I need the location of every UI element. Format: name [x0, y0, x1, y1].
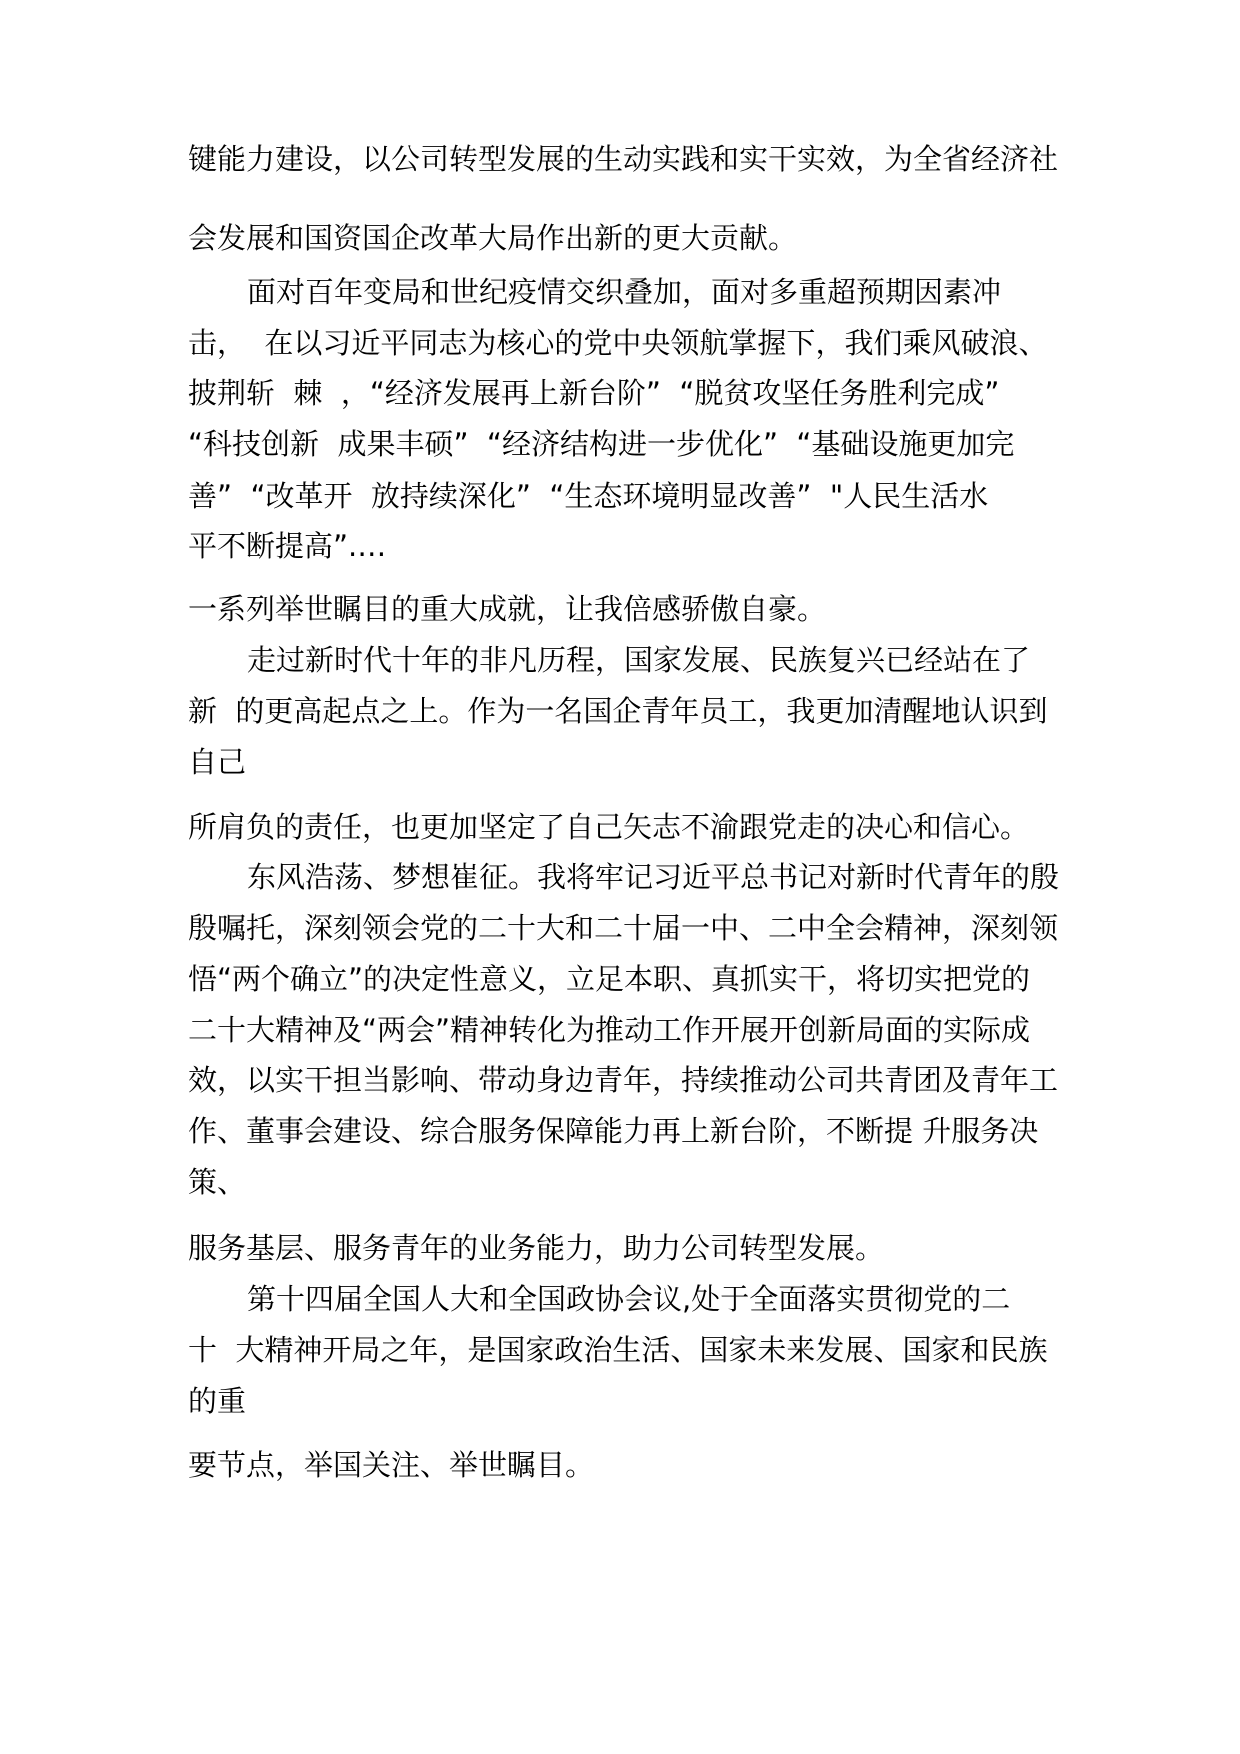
text-line: 二十大精神及“两会”精神转化为推动工作开展开创新局面的实际成 — [188, 1013, 1031, 1047]
text-line: 平不断提高”.… — [188, 529, 387, 563]
text-line: “科技创新 成果丰硕” “经济结构进一步优化” “基础设施更加完 — [188, 427, 1015, 461]
text-line: 悟“两个确立”的决定性意义，立足本职、真抓实干，将切实把党的 — [188, 962, 1031, 996]
text-line: 所肩负的责任，也更加坚定了自己矢志不渝跟党走的决心和信心。 — [188, 810, 1030, 844]
text-line: 一系列举世瞩目的重大成就，让我倍感骄傲自豪。 — [188, 592, 827, 626]
text-line: 策、 — [188, 1165, 247, 1199]
text-line: 键能力建设，以公司转型发展的生动实践和实干实效，为全省经济社 — [188, 142, 1059, 176]
text-line: 击， 在以习近平同志为核心的党中央领航掌握下，我们乘风破浪、 — [188, 326, 1048, 360]
text-line: 披荆斩 棘 ，“经济发展再上新台阶” “脱贫攻坚任务胜利完成” — [188, 376, 1000, 410]
text-line: 效，以实干担当影响、带动身边青年，持续推动公司共青团及青年工 — [188, 1063, 1059, 1097]
text-line: 自己 — [188, 745, 247, 779]
text-line: 服务基层、服务青年的业务能力，助力公司转型发展。 — [188, 1231, 885, 1265]
text-line: 新 的更高起点之上。作为一名国企青年员工，我更加清醒地认识到 — [188, 694, 1048, 728]
paragraph-start-line: 走过新时代十年的非凡历程，国家发展、民族复兴已经站在了 — [247, 643, 1031, 677]
paragraph-start-line: 面对百年变局和世纪疫情交织叠加，面对多重超预期因素冲 — [247, 275, 1002, 309]
text-line: 作、董事会建设、综合服务保障能力再上新台阶，不断提 升服务决 — [188, 1114, 1039, 1148]
text-line: 的重 — [188, 1384, 247, 1418]
text-line: 要节点，举国关注、举世瞩目。 — [188, 1448, 595, 1482]
text-line: 十 大精神开局之年，是国家政治生活、国家未来发展、国家和民族 — [188, 1333, 1048, 1367]
text-line: 会发展和国资国企改革大局作出新的更大贡献。 — [188, 221, 798, 255]
text-line: 善” “改革开 放持续深化” “生态环境明显改善” "人民生活水 — [188, 479, 989, 513]
paragraph-start-line: 第十四届全国人大和全国政协会议,处于全面落实贯彻党的二 — [247, 1282, 1011, 1316]
paragraph-start-line: 东风浩荡、梦想崔征。我将牢记习近平总书记对新时代青年的殷 — [247, 860, 1060, 894]
text-line: 殷嘱托，深刻领会党的二十大和二十届一中、二中全会精神，深刻领 — [188, 911, 1059, 945]
